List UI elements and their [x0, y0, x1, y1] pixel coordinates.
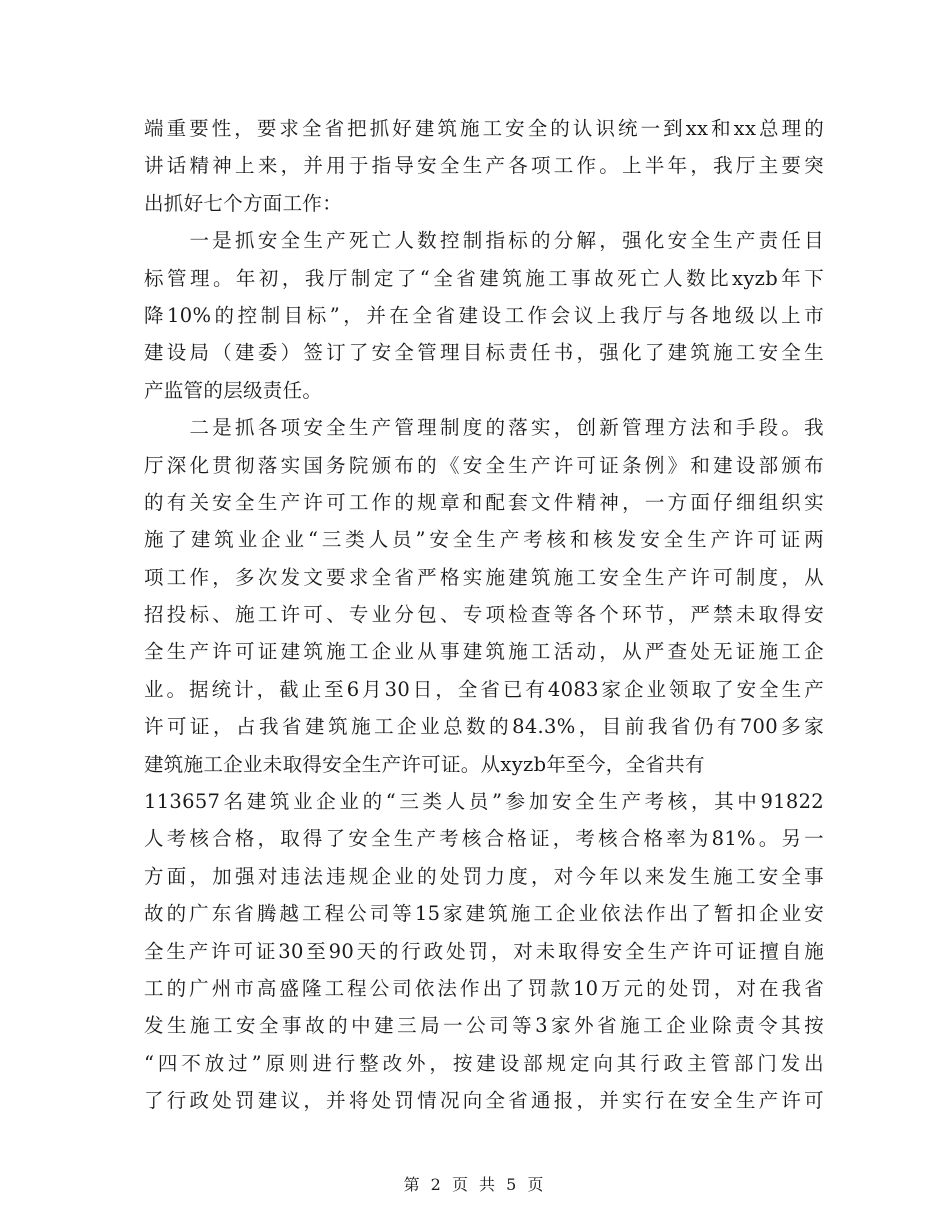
page-number-footer: 第 2 页 共 5 页	[403, 1175, 547, 1194]
text-line: 工的广州市高盛隆工程公司依法作出了罚款10万元的处罚，对在我省	[144, 976, 824, 1000]
text-line: 二是抓各项安全生产管理制度的落实，创新管理方法和手段。我	[144, 416, 824, 440]
text-line: 降10%的控制目标”，并在全省建设工作会议上我厅与各地级以上市	[144, 303, 824, 327]
text-line: 113657名建筑业企业的“三类人员”参加安全生产考核，其中91822	[144, 790, 824, 814]
text-line: 的有关安全生产许可工作的规章和配套文件精神，一方面仔细组织实	[144, 490, 824, 514]
text-line: 全生产许可证建筑施工企业从事建筑施工活动，从严查处无证施工企	[144, 640, 824, 664]
text-line: 建设局（建委）签订了安全管理目标责任书，强化了建筑施工安全生	[144, 341, 824, 365]
text-line: 端重要性，要求全省把抓好建筑施工安全的认识统一到xx和xx总理的	[144, 117, 824, 140]
document-body	[144, 110, 824, 1120]
text-line: 建筑施工企业未取得安全生产许可证。从xyzb年至今，全省共有	[144, 752, 705, 776]
text-line: 讲话精神上来，并用于指导安全生产各项工作。上半年，我厅主要突	[144, 154, 824, 178]
text-line: 许可证，占我省建筑施工企业总数的84.3%，目前我省仍有700多家	[144, 715, 824, 739]
text-line: 产监管的层级责任。	[144, 378, 323, 402]
text-line: 项工作，多次发文要求全省严格实施建筑施工安全生产许可制度，从	[144, 565, 824, 589]
text-line: 业。据统计，截止至6月30日，全省已有4083家企业领取了安全生产	[144, 677, 824, 701]
text-line: 出抓好七个方面工作：	[144, 191, 343, 215]
text-line: “四不放过”原则进行整改外，按建设部规定向其行政主管部门发出	[144, 1051, 824, 1075]
text-line: 招投标、施工许可、专业分包、专项检查等各个环节，严禁未取得安	[144, 603, 824, 627]
text-line: 厅深化贯彻落实国务院颁布的《安全生产许可证条例》和建设部颁布	[144, 453, 824, 477]
text-line: 标管理。年初，我厅制定了“全省建筑施工事故死亡人数比xyzb年下	[144, 266, 824, 290]
text-line: 人考核合格，取得了安全生产考核合格证，考核合格率为81%。另一	[144, 827, 824, 851]
text-line: 方面，加强对违法违规企业的处罚力度，对今年以来发生施工安全事	[144, 864, 824, 888]
text-line: 故的广东省腾越工程公司等15家建筑施工企业依法作出了暂扣企业安	[144, 902, 824, 926]
text-line: 一是抓安全生产死亡人数控制指标的分解，强化安全生产责任目	[144, 229, 824, 253]
text-line: 施了建筑业企业“三类人员”安全生产考核和核发安全生产许可证两	[144, 528, 824, 552]
text-line: 发生施工安全事故的中建三局一公司等3家外省施工企业除责令其按	[144, 1014, 824, 1038]
text-line: 全生产许可证30至90天的行政处罚，对未取得安全生产许可证擅自施	[144, 939, 824, 963]
text-line: 了行政处罚建议，并将处罚情况向全省通报，并实行在安全生产许可	[144, 1089, 824, 1113]
